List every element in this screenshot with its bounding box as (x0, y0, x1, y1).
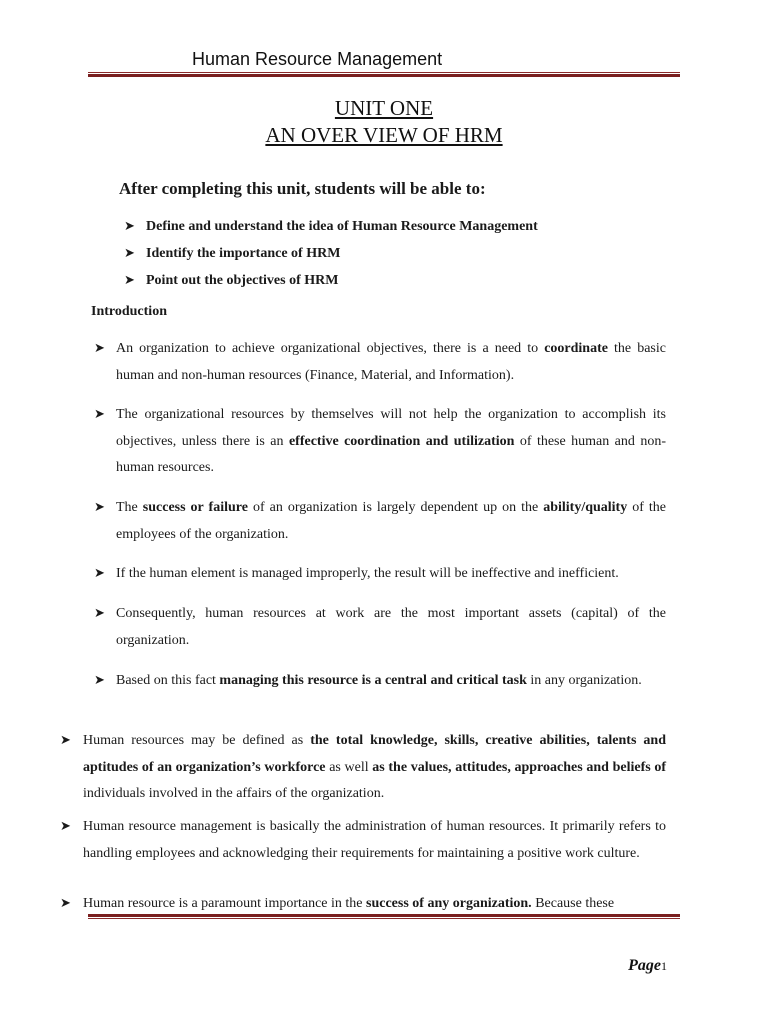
objectives-list (124, 217, 538, 298)
unit-number: UNIT ONE (334, 96, 434, 120)
page-header-title: Human Resource Management (192, 49, 443, 69)
page-label: Page (628, 957, 661, 974)
arrowhead-bullet-icon: ➤ (94, 407, 105, 422)
objective-item: ➤ Point out the objectives of HRM (124, 271, 538, 298)
header-rule (88, 72, 680, 77)
objectives-heading: After completing this unit, students will be able to: (119, 179, 486, 198)
intro-bullet: ➤ Based on this fact managing this resource is a central and critical task in any organization. (116, 668, 666, 695)
intro-bullet: ➤ An organization to achieve organizational objectives, there is a need to coordinate the basic human and non-human resources (Finance, Material, and Information). (116, 336, 666, 389)
main-bullet: ➤ Human resource management is basically the administration of human resources. It primarily refers to handling employees and acknowledging their requirements for maintaining a positive work culture. (83, 814, 666, 867)
objective-item: ➤ Identify the importance of HRM (124, 244, 538, 271)
page-number-value: 1 (661, 959, 667, 973)
unit-title (0, 95, 768, 149)
arrowhead-bullet-icon: ➤ (124, 246, 135, 261)
arrowhead-bullet-icon: ➤ (60, 733, 71, 748)
arrowhead-bullet-icon: ➤ (94, 500, 105, 515)
arrowhead-bullet-icon: ➤ (94, 673, 105, 688)
objective-item: ➤ Define and understand the idea of Human Resource Management (124, 217, 538, 244)
arrowhead-bullet-icon: ➤ (94, 566, 105, 581)
arrowhead-bullet-icon: ➤ (60, 819, 71, 834)
page-number (628, 957, 667, 975)
main-bullet: ➤ Human resources may be defined as the total knowledge, skills, creative abilities, talents and aptitudes of an organization’s workforce as well as the values, attitudes, approaches and beliefs of individuals involved in the affairs of the organization. (83, 728, 666, 808)
introduction-heading: Introduction (91, 304, 167, 319)
intro-bullet: ➤ The success or failure of an organization is largely dependent up on the ability/quality of the employees of the organization. (116, 495, 666, 548)
footer-rule (88, 914, 680, 919)
arrowhead-bullet-icon: ➤ (124, 219, 135, 234)
main-bullet: ➤ Human resource is a paramount importance in the success of any organization. Because these (60, 896, 615, 911)
arrowhead-bullet-icon: ➤ (124, 273, 135, 288)
arrowhead-bullet-icon: ➤ (94, 606, 105, 621)
unit-name: AN OVER VIEW OF HRM (265, 123, 503, 147)
intro-bullet: ➤ The organizational resources by themselves will not help the organization to accomplish its objectives, unless there is an effective coordination and utilization of these human and non-human resources. (116, 402, 666, 482)
intro-bullet: ➤ Consequently, human resources at work are the most important assets (capital) of the organization. (116, 601, 666, 654)
arrowhead-bullet-icon: ➤ (60, 896, 71, 911)
arrowhead-bullet-icon: ➤ (94, 341, 105, 356)
intro-bullet: ➤ If the human element is managed improperly, the result will be ineffective and inefficient. (116, 561, 666, 588)
